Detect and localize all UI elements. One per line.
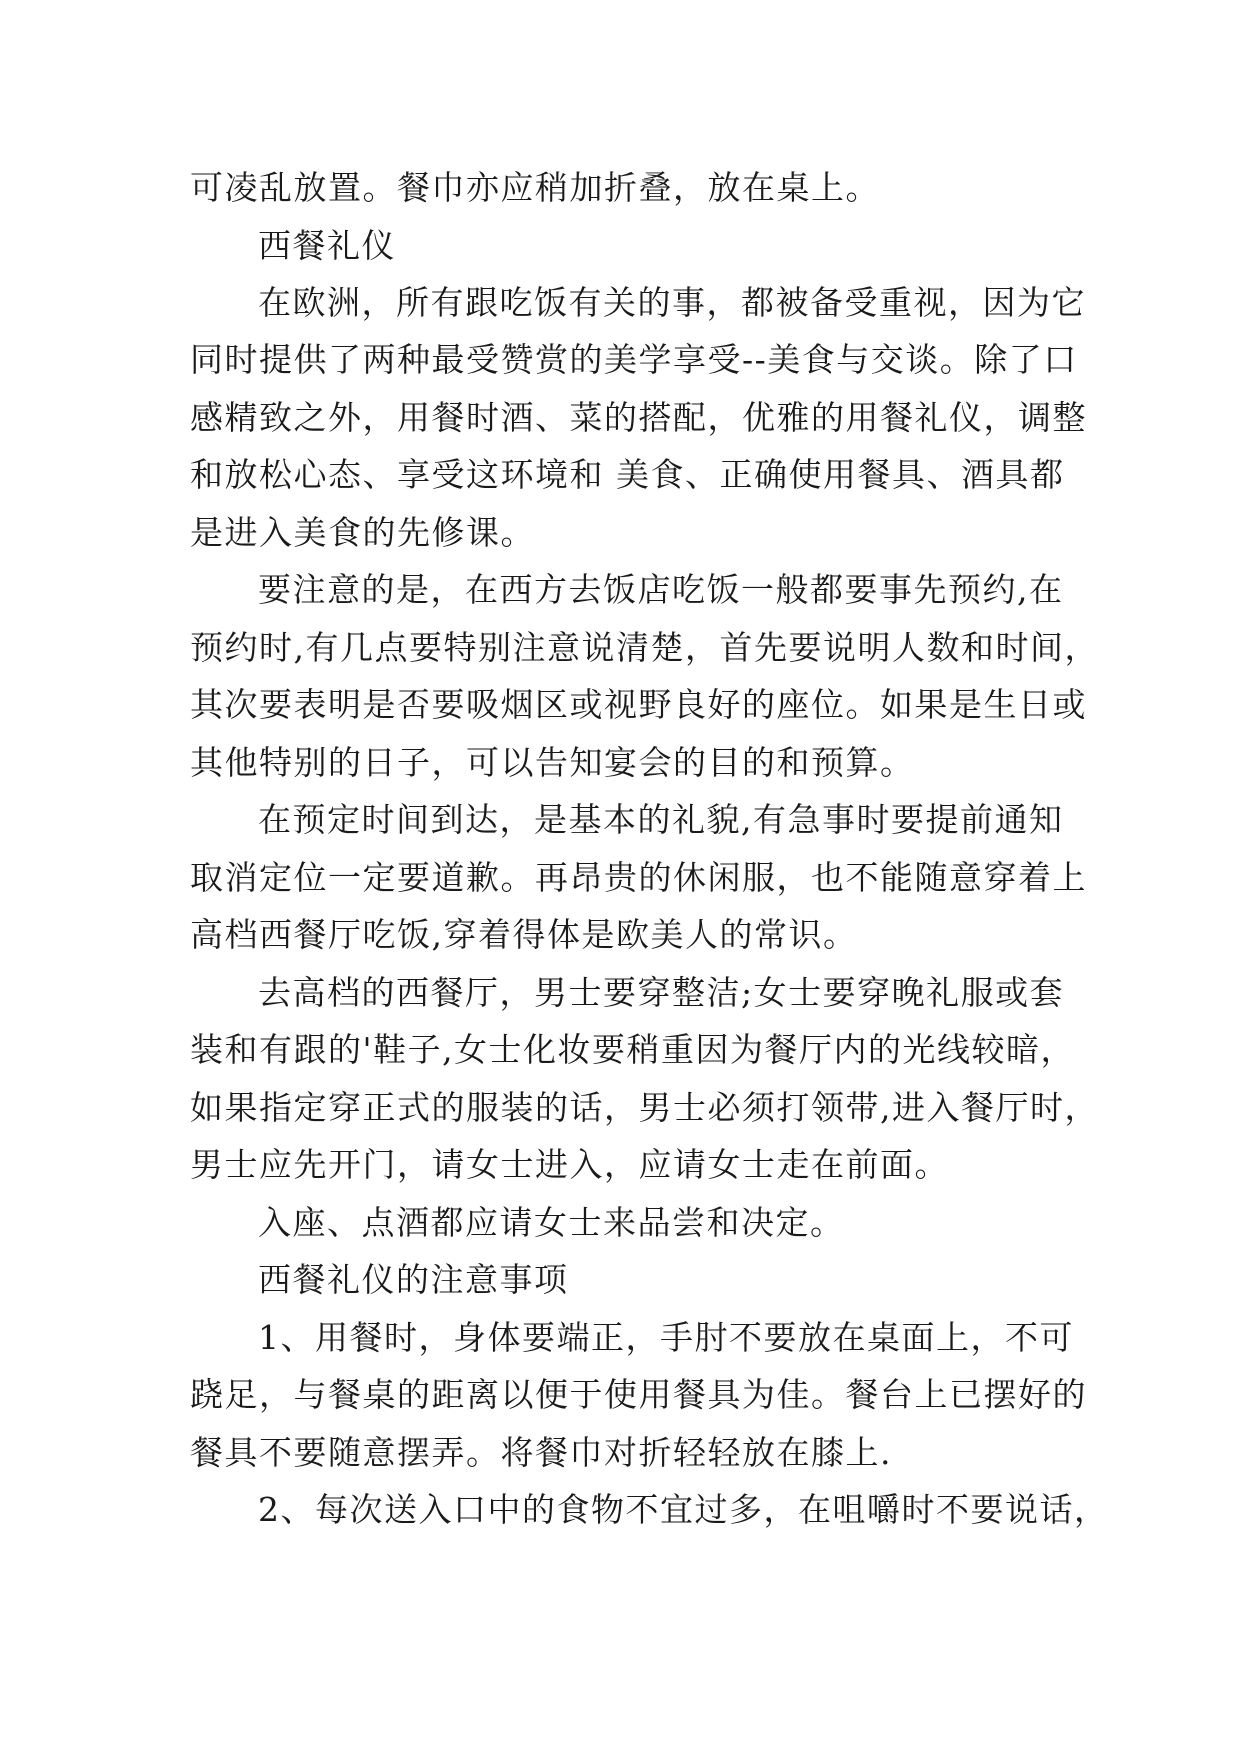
text-line: 预约时,有几点要特别注意说清楚，首先要说明人数和时间，	[190, 628, 1099, 667]
text-line: 如果指定穿正式的服装的话，男士必须打领带,进入餐厅时，	[190, 1088, 1099, 1127]
text-line: 装和有跟的'鞋子,女士化妆要稍重因为餐厅内的光线较暗，	[190, 1030, 1076, 1069]
text-line: 餐具不要随意摆弄。将餐巾对折轻轻放在膝上.	[190, 1433, 892, 1472]
text-line: 在欧洲，所有跟吃饭有关的事，都被备受重视，因为它	[258, 283, 1086, 322]
text-line: 可凌乱放置。餐巾亦应稍加折叠，放在桌上。	[190, 168, 880, 207]
text-line: 1、用餐时，身体要端正，手肘不要放在桌面上，不可	[258, 1318, 1074, 1357]
text-line: 去高档的西餐厅，男士要穿整洁;女士要穿晚礼服或套	[258, 973, 1065, 1012]
text-line: 在预定时间到达，是基本的礼貌,有急事时要提前通知	[258, 800, 1064, 839]
text-line: 跷足，与餐桌的距离以便于使用餐具为佳。餐台上已摆好的	[190, 1375, 1087, 1414]
text-line: 其他特别的日子，可以告知宴会的目的和预算。	[190, 743, 915, 782]
text-line: 其次要表明是否要吸烟区或视野良好的座位。如果是生日或	[190, 685, 1087, 724]
text-line: 和放松心态、享受这环境和 美食、正确使用餐具、酒具都	[190, 455, 1065, 494]
text-line: 男士应先开门，请女士进入，应请女士走在前面。	[190, 1145, 949, 1184]
text-line: 2、每次送入口中的食物不宜过多，在咀嚼时不要说话，	[258, 1490, 1109, 1529]
text-line: 入座、点酒都应请女士来品尝和决定。	[258, 1203, 845, 1242]
text-line: 高档西餐厅吃饭,穿着得体是欧美人的常识。	[190, 915, 858, 954]
text-line: 是进入美食的先修课。	[190, 513, 535, 552]
text-line: 同时提供了两种最受赞赏的美学享受--美食与交谈。除了口	[190, 340, 1078, 379]
section-heading: 西餐礼仪	[258, 226, 396, 265]
text-line: 取消定位一定要道歉。再昂贵的休闲服，也不能随意穿着上	[190, 858, 1087, 897]
section-heading: 西餐礼仪的注意事项	[258, 1260, 569, 1299]
text-line: 感精致之外，用餐时酒、菜的搭配，优雅的用餐礼仪，调整	[190, 398, 1087, 437]
text-line: 要注意的是，在西方去饭店吃饭一般都要事先预约,在	[258, 570, 1064, 609]
